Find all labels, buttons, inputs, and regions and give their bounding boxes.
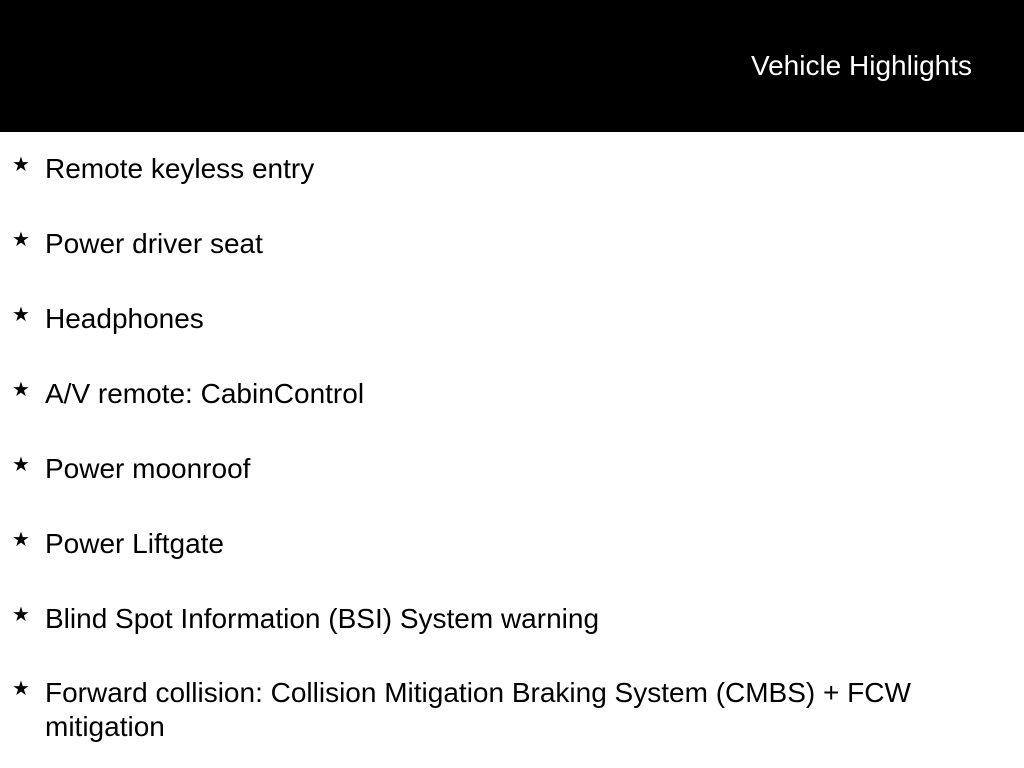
star-icon: ★ (12, 678, 30, 700)
list-item-label: Power driver seat (45, 228, 263, 259)
list-item-label: Blind Spot Information (BSI) System warning (45, 603, 600, 634)
star-icon: ★ (12, 379, 30, 401)
star-icon: ★ (12, 229, 30, 251)
list-item-label: A/V remote: CabinControl (45, 378, 365, 409)
star-icon: ★ (12, 154, 30, 176)
list-item-label: Power Liftgate (45, 528, 224, 559)
star-icon: ★ (12, 304, 30, 326)
star-icon: ★ (12, 604, 30, 626)
star-icon: ★ (12, 529, 30, 551)
list-item-label: Power moonroof (45, 453, 251, 484)
page-title: Vehicle Highlights (750, 50, 972, 81)
header-bar (0, 0, 1024, 132)
list-item-label: Forward collision: Collision Mitigation Braking System (CMBS) + FCW mitigation (45, 677, 911, 742)
list-item-label: Headphones (45, 303, 204, 334)
list-item-label: Remote keyless entry (45, 153, 315, 184)
star-icon: ★ (12, 454, 30, 476)
